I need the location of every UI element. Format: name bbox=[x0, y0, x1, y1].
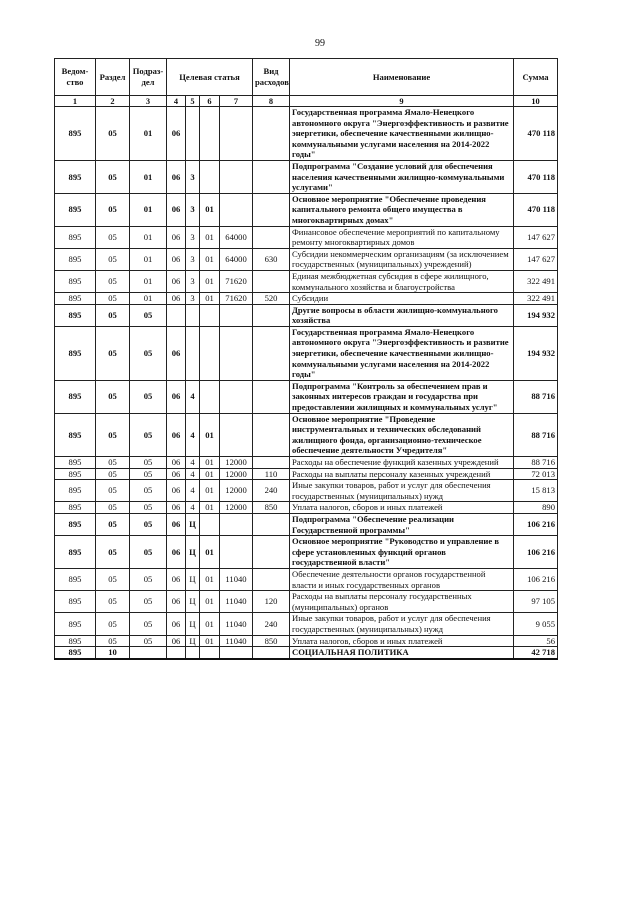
header-sum: Сумма bbox=[514, 59, 558, 96]
target-program-cell: 06 bbox=[167, 480, 186, 502]
section-cell: 05 bbox=[96, 613, 130, 635]
target-subprogram-cell: Ц bbox=[186, 635, 200, 647]
target-direction-cell bbox=[220, 304, 253, 326]
target-subprogram-cell: 4 bbox=[186, 468, 200, 480]
expense-type-cell: 120 bbox=[253, 591, 290, 613]
expense-type-cell bbox=[253, 380, 290, 413]
section-cell: 05 bbox=[96, 457, 130, 469]
sum-cell: 147 627 bbox=[514, 226, 558, 248]
target-direction-cell bbox=[220, 326, 253, 380]
section-cell: 05 bbox=[96, 502, 130, 514]
section-cell: 05 bbox=[96, 270, 130, 292]
target-direction-cell: 11040 bbox=[220, 613, 253, 635]
col-number: 4 bbox=[167, 96, 186, 107]
target-program-cell: 06 bbox=[167, 107, 186, 161]
header-target: Целевая статья bbox=[167, 59, 253, 96]
table-row bbox=[55, 226, 558, 248]
target-activity-cell: 01 bbox=[200, 635, 220, 647]
sum-cell: 194 932 bbox=[514, 326, 558, 380]
subsection-cell: 05 bbox=[130, 304, 167, 326]
section-cell: 05 bbox=[96, 536, 130, 569]
table-row bbox=[55, 568, 558, 590]
col-number: 2 bbox=[96, 96, 130, 107]
target-activity-cell: 01 bbox=[200, 502, 220, 514]
section-cell: 05 bbox=[96, 248, 130, 270]
expense-type-cell bbox=[253, 647, 290, 659]
dept-cell: 895 bbox=[55, 107, 96, 161]
target-activity-cell bbox=[200, 304, 220, 326]
sum-cell: 106 216 bbox=[514, 568, 558, 590]
table-row bbox=[55, 480, 558, 502]
name-cell: Финансовое обеспечение мероприятий по капитальному ремонту многоквартирных домов bbox=[290, 226, 514, 248]
table-row bbox=[55, 270, 558, 292]
target-activity-cell: 01 bbox=[200, 457, 220, 469]
target-program-cell: 06 bbox=[167, 270, 186, 292]
target-direction-cell bbox=[220, 413, 253, 456]
sum-cell: 72 013 bbox=[514, 468, 558, 480]
target-subprogram-cell: 3 bbox=[186, 270, 200, 292]
table-row bbox=[55, 107, 558, 161]
name-cell: Подпрограмма "Контроль за обеспечением прав и законных интересов граждан и государства при предоставлении жилищных и коммунальных услуг" bbox=[290, 380, 514, 413]
target-direction-cell: 11040 bbox=[220, 568, 253, 590]
target-subprogram-cell: Ц bbox=[186, 591, 200, 613]
dept-cell: 895 bbox=[55, 591, 96, 613]
target-program-cell: 06 bbox=[167, 502, 186, 514]
sum-cell: 147 627 bbox=[514, 248, 558, 270]
budget-table bbox=[54, 58, 558, 660]
target-program-cell: 06 bbox=[167, 468, 186, 480]
subsection-cell: 05 bbox=[130, 502, 167, 514]
sum-cell: 322 491 bbox=[514, 270, 558, 292]
target-subprogram-cell: Ц bbox=[186, 613, 200, 635]
target-activity-cell: 01 bbox=[200, 193, 220, 226]
target-activity-cell bbox=[200, 380, 220, 413]
section-cell: 05 bbox=[96, 326, 130, 380]
target-direction-cell bbox=[220, 647, 253, 659]
target-program-cell: 06 bbox=[167, 293, 186, 305]
target-direction-cell bbox=[220, 107, 253, 161]
dept-cell: 895 bbox=[55, 513, 96, 535]
expense-type-cell bbox=[253, 413, 290, 456]
target-activity-cell bbox=[200, 326, 220, 380]
target-activity-cell: 01 bbox=[200, 613, 220, 635]
dept-cell: 895 bbox=[55, 635, 96, 647]
section-cell: 05 bbox=[96, 568, 130, 590]
name-cell: Субсидии bbox=[290, 293, 514, 305]
expense-type-cell: 240 bbox=[253, 480, 290, 502]
section-cell: 05 bbox=[96, 480, 130, 502]
name-cell: Иные закупки товаров, работ и услуг для обеспечения государственных (муниципальных) нужд bbox=[290, 480, 514, 502]
target-activity-cell: 01 bbox=[200, 226, 220, 248]
target-subprogram-cell: 4 bbox=[186, 502, 200, 514]
header-exp-type: Вид расходов bbox=[253, 59, 290, 96]
subsection-cell: 05 bbox=[130, 568, 167, 590]
col-number: 7 bbox=[220, 96, 253, 107]
target-activity-cell: 01 bbox=[200, 413, 220, 456]
target-activity-cell: 01 bbox=[200, 293, 220, 305]
section-cell: 05 bbox=[96, 468, 130, 480]
section-cell: 05 bbox=[96, 591, 130, 613]
section-cell: 05 bbox=[96, 635, 130, 647]
target-activity-cell: 01 bbox=[200, 270, 220, 292]
sum-cell: 88 716 bbox=[514, 457, 558, 469]
section-cell: 05 bbox=[96, 160, 130, 193]
col-number: 8 bbox=[253, 96, 290, 107]
table-row bbox=[55, 468, 558, 480]
section-cell: 05 bbox=[96, 107, 130, 161]
expense-type-cell bbox=[253, 568, 290, 590]
expense-type-cell bbox=[253, 513, 290, 535]
subsection-cell: 05 bbox=[130, 536, 167, 569]
name-cell: Субсидии некоммерческим организациям (за исключением государственных (муниципальных) учреждений) bbox=[290, 248, 514, 270]
col-number: 5 bbox=[186, 96, 200, 107]
target-subprogram-cell: 4 bbox=[186, 480, 200, 502]
target-activity-cell: 01 bbox=[200, 568, 220, 590]
table-row bbox=[55, 160, 558, 193]
subsection-cell: 05 bbox=[130, 613, 167, 635]
subsection-cell: 05 bbox=[130, 457, 167, 469]
sum-cell: 470 118 bbox=[514, 160, 558, 193]
subsection-cell: 01 bbox=[130, 193, 167, 226]
expense-type-cell: 520 bbox=[253, 293, 290, 305]
name-cell: Обеспечение деятельности органов государственной власти и иных государственных органов bbox=[290, 568, 514, 590]
target-activity-cell: 01 bbox=[200, 536, 220, 569]
header-dept: Ведом-ство bbox=[55, 59, 96, 96]
target-subprogram-cell: Ц bbox=[186, 568, 200, 590]
name-cell: Основное мероприятие "Проведение инструментальных и технических обследований жилищного фонда, организационно-техническое обеспечение деятельности Учредителя" bbox=[290, 413, 514, 456]
target-activity-cell bbox=[200, 107, 220, 161]
sum-cell: 106 216 bbox=[514, 536, 558, 569]
name-cell: Уплата налогов, сборов и иных платежей bbox=[290, 635, 514, 647]
expense-type-cell bbox=[253, 304, 290, 326]
target-direction-cell: 12000 bbox=[220, 468, 253, 480]
target-program-cell bbox=[167, 647, 186, 659]
target-subprogram-cell: 4 bbox=[186, 457, 200, 469]
target-subprogram-cell: Ц bbox=[186, 513, 200, 535]
sum-cell: 97 105 bbox=[514, 591, 558, 613]
header-section: Раздел bbox=[96, 59, 130, 96]
target-direction-cell bbox=[220, 160, 253, 193]
target-subprogram-cell bbox=[186, 304, 200, 326]
subsection-cell bbox=[130, 647, 167, 659]
col-number: 6 bbox=[200, 96, 220, 107]
target-activity-cell: 01 bbox=[200, 468, 220, 480]
target-program-cell bbox=[167, 304, 186, 326]
table-row bbox=[55, 513, 558, 535]
table-row bbox=[55, 635, 558, 647]
target-program-cell: 06 bbox=[167, 193, 186, 226]
dept-cell: 895 bbox=[55, 380, 96, 413]
table-row bbox=[55, 502, 558, 514]
sum-cell: 890 bbox=[514, 502, 558, 514]
dept-cell: 895 bbox=[55, 613, 96, 635]
table-row bbox=[55, 193, 558, 226]
expense-type-cell bbox=[253, 193, 290, 226]
target-program-cell: 06 bbox=[167, 635, 186, 647]
name-cell: Подпрограмма "Создание условий для обеспечения населения качественными жилищно-коммунальными услугами" bbox=[290, 160, 514, 193]
name-cell: Другие вопросы в области жилищно-коммунального хозяйства bbox=[290, 304, 514, 326]
dept-cell: 895 bbox=[55, 457, 96, 469]
col-number: 9 bbox=[290, 96, 514, 107]
target-subprogram-cell bbox=[186, 107, 200, 161]
expense-type-cell bbox=[253, 160, 290, 193]
dept-cell: 895 bbox=[55, 568, 96, 590]
header-subsection: Подраз-дел bbox=[130, 59, 167, 96]
target-subprogram-cell: Ц bbox=[186, 536, 200, 569]
dept-cell: 895 bbox=[55, 160, 96, 193]
subsection-cell: 05 bbox=[130, 468, 167, 480]
target-program-cell: 06 bbox=[167, 326, 186, 380]
section-cell: 05 bbox=[96, 513, 130, 535]
name-cell: Расходы на обеспечение функций казенных учреждений bbox=[290, 457, 514, 469]
target-direction-cell bbox=[220, 380, 253, 413]
section-cell: 05 bbox=[96, 304, 130, 326]
header-name: Наименование bbox=[290, 59, 514, 96]
col-number: 10 bbox=[514, 96, 558, 107]
dept-cell: 895 bbox=[55, 536, 96, 569]
dept-cell: 895 bbox=[55, 647, 96, 659]
target-subprogram-cell bbox=[186, 326, 200, 380]
target-direction-cell: 11040 bbox=[220, 591, 253, 613]
expense-type-cell bbox=[253, 457, 290, 469]
expense-type-cell: 240 bbox=[253, 613, 290, 635]
dept-cell: 895 bbox=[55, 193, 96, 226]
name-cell: Государственная программа Ямало-Ненецкого автономного округа "Энергоэффективность и развитие энергетики, обеспечение качественными жилищно-коммунальными услугами населения на 2014-2022 годы" bbox=[290, 326, 514, 380]
name-cell: Основное мероприятие "Обеспечение проведения капитального ремонта общего имущества в многоквартирных домах" bbox=[290, 193, 514, 226]
expense-type-cell bbox=[253, 326, 290, 380]
expense-type-cell: 850 bbox=[253, 635, 290, 647]
sum-cell: 88 716 bbox=[514, 413, 558, 456]
target-subprogram-cell: 3 bbox=[186, 293, 200, 305]
table-row bbox=[55, 591, 558, 613]
subsection-cell: 01 bbox=[130, 160, 167, 193]
subsection-cell: 05 bbox=[130, 480, 167, 502]
subsection-cell: 05 bbox=[130, 635, 167, 647]
target-direction-cell bbox=[220, 193, 253, 226]
subsection-cell: 05 bbox=[130, 591, 167, 613]
section-cell: 10 bbox=[96, 647, 130, 659]
target-program-cell: 06 bbox=[167, 413, 186, 456]
sum-cell: 42 718 bbox=[514, 647, 558, 659]
target-subprogram-cell: 4 bbox=[186, 413, 200, 456]
target-direction-cell: 11040 bbox=[220, 635, 253, 647]
dept-cell: 895 bbox=[55, 413, 96, 456]
target-direction-cell bbox=[220, 513, 253, 535]
target-program-cell: 06 bbox=[167, 380, 186, 413]
name-cell: Расходы на выплаты персоналу государственных (муниципальных) органов bbox=[290, 591, 514, 613]
name-cell: Государственная программа Ямало-Ненецкого автономного округа "Энергоэффективность и развитие энергетики, обеспечение качественными жилищно-коммунальными услугами населения на 2014-2022 годы" bbox=[290, 107, 514, 161]
table-row bbox=[55, 457, 558, 469]
name-cell: Уплата налогов, сборов и иных платежей bbox=[290, 502, 514, 514]
header-row bbox=[55, 59, 558, 96]
target-program-cell: 06 bbox=[167, 457, 186, 469]
expense-type-cell: 110 bbox=[253, 468, 290, 480]
target-subprogram-cell: 4 bbox=[186, 380, 200, 413]
target-program-cell: 06 bbox=[167, 160, 186, 193]
dept-cell: 895 bbox=[55, 326, 96, 380]
name-cell: Расходы на выплаты персоналу казенных учреждений bbox=[290, 468, 514, 480]
target-subprogram-cell: 3 bbox=[186, 226, 200, 248]
target-program-cell: 06 bbox=[167, 613, 186, 635]
expense-type-cell bbox=[253, 107, 290, 161]
dept-cell: 895 bbox=[55, 248, 96, 270]
target-subprogram-cell: 3 bbox=[186, 248, 200, 270]
table-row bbox=[55, 248, 558, 270]
dept-cell: 895 bbox=[55, 304, 96, 326]
name-cell: Иные закупки товаров, работ и услуг для обеспечения государственных (муниципальных) нужд bbox=[290, 613, 514, 635]
target-direction-cell bbox=[220, 536, 253, 569]
section-cell: 05 bbox=[96, 226, 130, 248]
expense-type-cell: 630 bbox=[253, 248, 290, 270]
dept-cell: 895 bbox=[55, 293, 96, 305]
page-number: 99 bbox=[315, 38, 325, 49]
target-subprogram-cell: 3 bbox=[186, 193, 200, 226]
expense-type-cell: 850 bbox=[253, 502, 290, 514]
sum-cell: 470 118 bbox=[514, 193, 558, 226]
target-subprogram-cell: 3 bbox=[186, 160, 200, 193]
target-activity-cell bbox=[200, 513, 220, 535]
section-cell: 05 bbox=[96, 293, 130, 305]
target-subprogram-cell bbox=[186, 647, 200, 659]
expense-type-cell bbox=[253, 536, 290, 569]
column-number-row bbox=[55, 96, 558, 107]
target-direction-cell: 12000 bbox=[220, 480, 253, 502]
subsection-cell: 01 bbox=[130, 293, 167, 305]
table-row bbox=[55, 380, 558, 413]
subsection-cell: 05 bbox=[130, 413, 167, 456]
name-cell: Единая межбюджетная субсидия в сфере жилищного, коммунального хозяйства и благоустройства bbox=[290, 270, 514, 292]
target-activity-cell: 01 bbox=[200, 248, 220, 270]
subsection-cell: 01 bbox=[130, 226, 167, 248]
dept-cell: 895 bbox=[55, 270, 96, 292]
expense-type-cell bbox=[253, 270, 290, 292]
table-row bbox=[55, 413, 558, 456]
target-program-cell: 06 bbox=[167, 568, 186, 590]
dept-cell: 895 bbox=[55, 480, 96, 502]
col-number: 1 bbox=[55, 96, 96, 107]
section-cell: 05 bbox=[96, 380, 130, 413]
dept-cell: 895 bbox=[55, 502, 96, 514]
section-cell: 05 bbox=[96, 193, 130, 226]
target-program-cell: 06 bbox=[167, 536, 186, 569]
target-direction-cell: 12000 bbox=[220, 457, 253, 469]
subsection-cell: 01 bbox=[130, 107, 167, 161]
target-direction-cell: 71620 bbox=[220, 293, 253, 305]
subsection-cell: 01 bbox=[130, 270, 167, 292]
target-program-cell: 06 bbox=[167, 248, 186, 270]
sum-cell: 322 491 bbox=[514, 293, 558, 305]
sum-cell: 470 118 bbox=[514, 107, 558, 161]
sum-cell: 106 216 bbox=[514, 513, 558, 535]
table-row bbox=[55, 293, 558, 305]
target-direction-cell: 64000 bbox=[220, 226, 253, 248]
name-cell: СОЦИАЛЬНАЯ ПОЛИТИКА bbox=[290, 647, 514, 659]
subsection-cell: 05 bbox=[130, 380, 167, 413]
dept-cell: 895 bbox=[55, 226, 96, 248]
target-direction-cell: 71620 bbox=[220, 270, 253, 292]
target-direction-cell: 12000 bbox=[220, 502, 253, 514]
sum-cell: 88 716 bbox=[514, 380, 558, 413]
target-program-cell: 06 bbox=[167, 513, 186, 535]
table-body bbox=[55, 107, 558, 659]
section-cell: 05 bbox=[96, 413, 130, 456]
table-row bbox=[55, 326, 558, 380]
table-row bbox=[55, 304, 558, 326]
target-program-cell: 06 bbox=[167, 226, 186, 248]
subsection-cell: 05 bbox=[130, 326, 167, 380]
target-direction-cell: 64000 bbox=[220, 248, 253, 270]
target-program-cell: 06 bbox=[167, 591, 186, 613]
sum-cell: 9 055 bbox=[514, 613, 558, 635]
table-row bbox=[55, 613, 558, 635]
target-activity-cell: 01 bbox=[200, 480, 220, 502]
target-activity-cell bbox=[200, 160, 220, 193]
col-number: 3 bbox=[130, 96, 167, 107]
dept-cell: 895 bbox=[55, 468, 96, 480]
subsection-cell: 05 bbox=[130, 513, 167, 535]
target-activity-cell: 01 bbox=[200, 591, 220, 613]
sum-cell: 56 bbox=[514, 635, 558, 647]
sum-cell: 15 813 bbox=[514, 480, 558, 502]
table-row bbox=[55, 647, 558, 659]
name-cell: Подпрограмма "Обеспечение реализации Государственной программы" bbox=[290, 513, 514, 535]
name-cell: Основное мероприятие "Руководство и управление в сфере установленных функций органов государственной власти" bbox=[290, 536, 514, 569]
table-row bbox=[55, 536, 558, 569]
expense-type-cell bbox=[253, 226, 290, 248]
sum-cell: 194 932 bbox=[514, 304, 558, 326]
subsection-cell: 01 bbox=[130, 248, 167, 270]
target-activity-cell bbox=[200, 647, 220, 659]
